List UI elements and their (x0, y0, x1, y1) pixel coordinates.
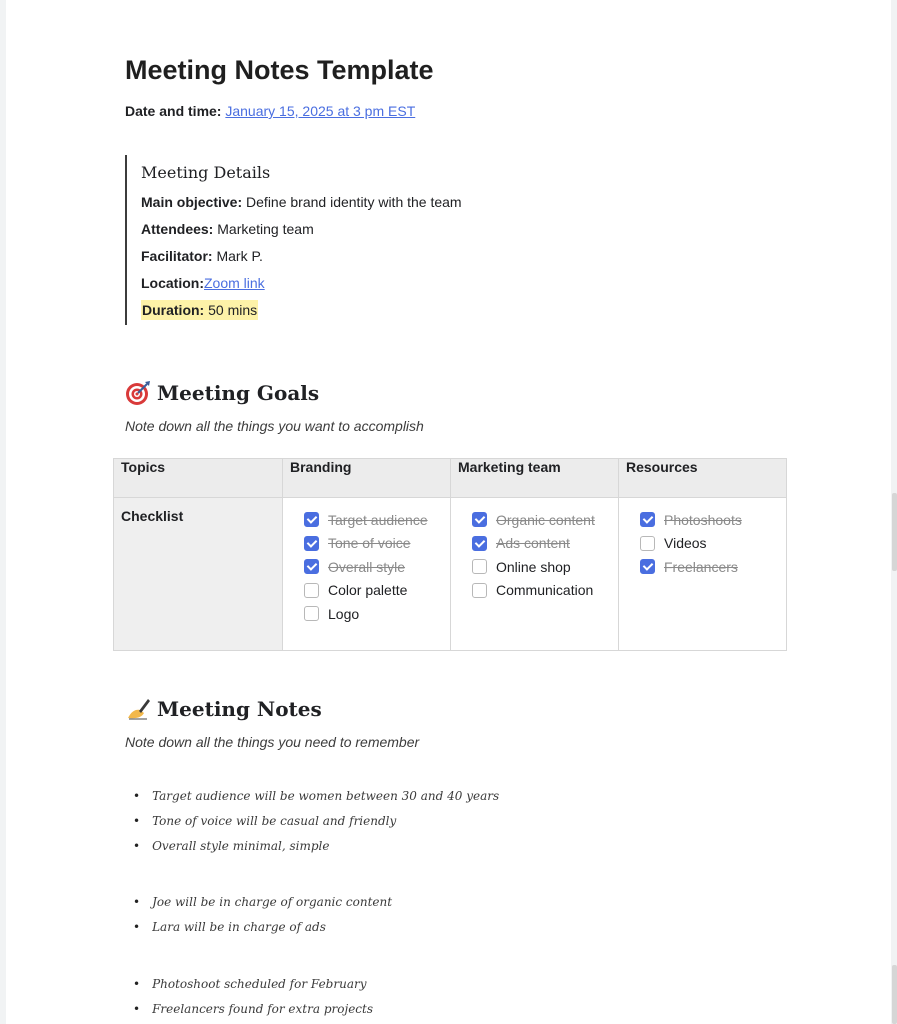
checklist-item-label: Communication (496, 582, 594, 599)
checklist-item-label: Videos (664, 535, 707, 552)
header-topics: Topics (114, 459, 283, 498)
duration-label: Duration: (142, 302, 205, 318)
note-item (133, 811, 499, 836)
facilitator-row (141, 246, 561, 273)
date-link[interactable]: January 15, 2025 at 3 pm EST (225, 103, 416, 119)
checkbox-unchecked[interactable] (304, 606, 319, 621)
checklist-item (640, 508, 779, 532)
checklist-item (640, 532, 779, 556)
header-branding: Branding (283, 459, 451, 498)
resources-cell (619, 498, 787, 651)
meeting-details-block (125, 155, 561, 325)
page-title: Meeting Notes Template (125, 55, 434, 85)
note-text: • Target audience will be women between 30 and 40 years (152, 789, 500, 803)
checklist-item-label: Color palette (328, 582, 408, 599)
target-icon (125, 380, 151, 406)
checklist-item (304, 579, 443, 603)
resources-checklist (626, 508, 779, 579)
duration-highlight (141, 300, 258, 320)
checkbox-unchecked[interactable] (640, 536, 655, 551)
goals-table (113, 458, 787, 651)
checklist-item-label: Ads content (496, 535, 570, 552)
checklist-item (640, 555, 779, 579)
facilitator-label: Facilitator: (141, 248, 213, 264)
marketing-cell (451, 498, 619, 651)
checklist-item (304, 602, 443, 626)
checklist-item (472, 579, 611, 603)
branding-checklist (290, 508, 443, 626)
duration-value: 50 mins (208, 302, 258, 318)
date-label: Date and time: (125, 103, 222, 119)
attendees-label: Attendees: (141, 221, 214, 237)
note-text: • Lara will be in charge of ads (152, 920, 326, 934)
note-item (133, 974, 373, 999)
marketing-checklist (458, 508, 611, 602)
checklist-item (304, 555, 443, 579)
checklist-item-label: Target audience (328, 511, 428, 528)
checklist-item (472, 532, 611, 556)
checklist-item-label: Tone of voice (328, 535, 411, 552)
note-text: • Joe will be in charge of organic content (152, 895, 393, 909)
checkbox-unchecked[interactable] (304, 583, 319, 598)
branding-cell (283, 498, 451, 651)
meeting-details-heading: Meeting Details (141, 163, 271, 182)
attendees-value: Marketing team (217, 221, 314, 237)
meeting-goals-subtitle: Note down all the things you want to accomplish (125, 418, 424, 434)
scrollbar-thumb-lower[interactable] (892, 965, 897, 1024)
note-text: • Freelancers found for extra projects (152, 1002, 373, 1016)
checklist-item-label: Online shop (496, 558, 571, 575)
checkbox-checked[interactable] (640, 512, 655, 527)
note-text: • Photoshoot scheduled for February (152, 977, 367, 991)
checkbox-checked[interactable] (472, 512, 487, 527)
facilitator-value: Mark P. (216, 248, 263, 264)
note-item (133, 892, 392, 917)
note-item (133, 836, 499, 861)
header-resources: Resources (619, 459, 787, 498)
checkbox-checked[interactable] (472, 536, 487, 551)
header-marketing-team: Marketing team (451, 459, 619, 498)
checkbox-unchecked[interactable] (472, 559, 487, 574)
writing-hand-icon (125, 696, 151, 722)
attendees-row (141, 219, 561, 246)
meeting-notes-title: Meeting Notes (157, 697, 322, 721)
checklist-row (114, 498, 787, 651)
duration-row (141, 300, 561, 327)
note-text: • Tone of voice will be casual and friendly (152, 814, 397, 828)
objective-value: Define brand identity with the team (246, 194, 462, 210)
objective-row (141, 192, 561, 219)
notes-list-2 (133, 892, 392, 942)
checkbox-unchecked[interactable] (472, 583, 487, 598)
checklist-item-label: Freelancers (664, 558, 738, 575)
checkbox-checked[interactable] (640, 559, 655, 574)
meeting-goals-title: Meeting Goals (157, 381, 320, 405)
note-item (133, 999, 373, 1024)
checklist-item (304, 532, 443, 556)
meeting-notes-subtitle: Note down all the things you need to remember (125, 734, 420, 750)
notes-list-3 (133, 974, 373, 1024)
meeting-notes-heading (125, 696, 322, 722)
date-line (125, 103, 415, 119)
note-item (133, 786, 499, 811)
location-link[interactable]: Zoom link (204, 275, 265, 291)
checklist-label: Checklist (114, 498, 283, 651)
checklist-item-label: Overall style (328, 558, 406, 575)
location-label: Location: (141, 275, 204, 291)
scrollbar-thumb-upper[interactable] (892, 493, 897, 571)
checklist-item-label: Organic content (496, 511, 595, 528)
checklist-item (304, 508, 443, 532)
note-text: • Overall style minimal, simple (152, 839, 330, 853)
checkbox-checked[interactable] (304, 559, 319, 574)
checklist-item-label: Photoshoots (664, 511, 742, 528)
checklist-item (472, 508, 611, 532)
checklist-item (472, 555, 611, 579)
goals-header-row (114, 459, 787, 498)
objective-label: Main objective: (141, 194, 243, 210)
checkbox-checked[interactable] (304, 536, 319, 551)
checklist-item-label: Logo (328, 605, 360, 622)
meeting-goals-heading (125, 380, 319, 406)
notes-list-1 (133, 786, 499, 861)
checkbox-checked[interactable] (304, 512, 319, 527)
location-row (141, 273, 561, 300)
note-item (133, 917, 392, 942)
